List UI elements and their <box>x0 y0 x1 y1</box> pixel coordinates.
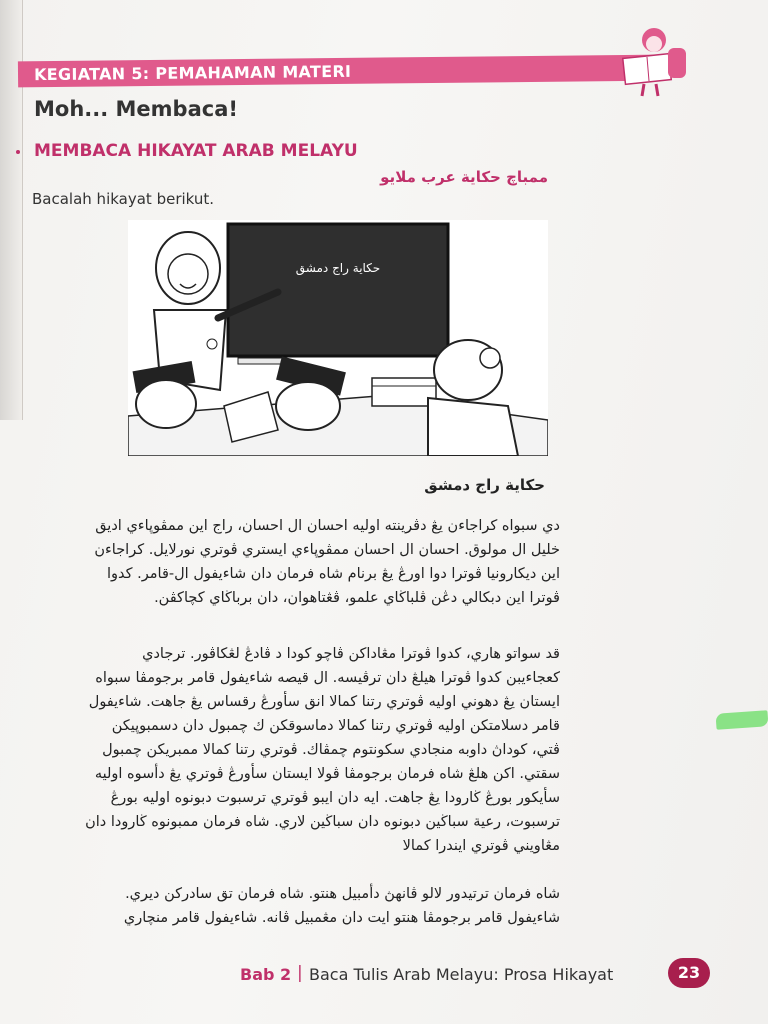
text-line: دي سبواه كراجاءن يڠ دڤرينته اوليه احسان ال احسان، راج اين ممڤوڽاءي اديق <box>95 518 560 534</box>
text-line: شاءيفول قامر برجومڤا هنتو ايت دان مڠمبيل ڤانه. شاءيفول قامر منچاري <box>123 910 560 926</box>
sub-heading: MEMBACA HIKAYAT ARAB MELAYU <box>34 141 358 161</box>
text-line: خليل ال مولوق. احسان ال احسان ممڤوڽاءي ايستري ڤوتري نورلايل. كراجاءن <box>94 542 560 558</box>
sub-heading-jawi: ممباچ حكاية عرب ملايو <box>380 168 548 186</box>
text-line: ترسبوت، رعية سباڬين دبونوه دان سباڬين لاري. شاه فرمان ممبونوه ڬارودا دان <box>85 814 560 830</box>
page-number: 23 <box>668 958 710 988</box>
section-heading: Moh... Membaca! <box>34 97 238 121</box>
text-line: سقتي. اكن هلڠ شاه فرمان برجومڤا ڤولا ايستان سأورڠ ڤوتري يڠ دأسوه اوليه <box>94 766 560 782</box>
story-title: حكاية راج دمشق <box>424 476 545 494</box>
story-paragraph-2 <box>0 642 560 858</box>
text-line: ڤوترا اين دبكالي دڠن ڤلباڬاي علمو، ڤڠتاهوان، دان برباڬاي كچاكڤن. <box>154 590 560 606</box>
text-line: ڤتي، كوداڽ داوبه منجادي سكونتوم چمڤاك. ڤوتري رتنا كمالا ممبريكن چمبول <box>102 742 560 758</box>
footer-chapter: Bab 2 <box>240 965 292 984</box>
activity-banner <box>18 55 658 88</box>
text-line: قد سواتو هاري، كدوا ڤوترا مڠاداكن ڤاچو كودا د ڤادڠ لڠكاڤور. ترجادي <box>142 646 560 662</box>
blackboard-text: حكاية راج دمشق <box>295 261 381 275</box>
highlighter-mark <box>716 710 768 730</box>
text-line: سأيكور بورڠ ڬارودا يڠ جاهت. ايه دان ايبو ڤوتري ترسبوت دبونوه اوليه بورڠ <box>110 790 560 806</box>
footer-title: Baca Tulis Arab Melayu: Prosa Hikayat <box>309 965 614 984</box>
activity-banner-label: KEGIATAN 5: PEMAHAMAN MATERI <box>33 61 352 85</box>
text-line: ايستان يڠ دهوني اوليه ڤوتري رتنا كمالا انق سأورڠ رقساس يڠ جاهت. شاءيفول <box>88 694 560 710</box>
bullet-dot <box>16 150 20 154</box>
reading-instruction: Bacalah hikayat berikut. <box>32 190 215 208</box>
text-line: شاه فرمان ترتيدور لالو ڤانهڽ دأمبيل هنتو. شاه فرمان تق سادركن ديري. <box>125 886 560 902</box>
text-line: كعجاءيبن كدوا ڤوترا هيلڠ دان ترڤيسه. ال قيصه شاءيفول قامر برجومڤا سبواه <box>95 670 560 686</box>
footer-separator: | <box>297 963 303 983</box>
text-line: مڠاويني ڤوتري ايندرا كمالا <box>402 838 560 854</box>
classroom-illustration <box>128 220 548 456</box>
story-paragraph-3 <box>0 882 560 930</box>
text-line: اين ديكارونيا ڤوترا دوا اورڠ يڠ برنام شاه فرمان دان شاءيفول ال-قامر. كدوا <box>107 566 560 582</box>
text-line: قامر دسلامتكن اوليه ڤوتري رتنا كمالا دماسوقكن ك چمبول دان دسمبوڽيكن <box>111 718 560 734</box>
reading-girl-mascot-icon <box>616 22 696 102</box>
story-paragraph-1 <box>0 514 560 610</box>
